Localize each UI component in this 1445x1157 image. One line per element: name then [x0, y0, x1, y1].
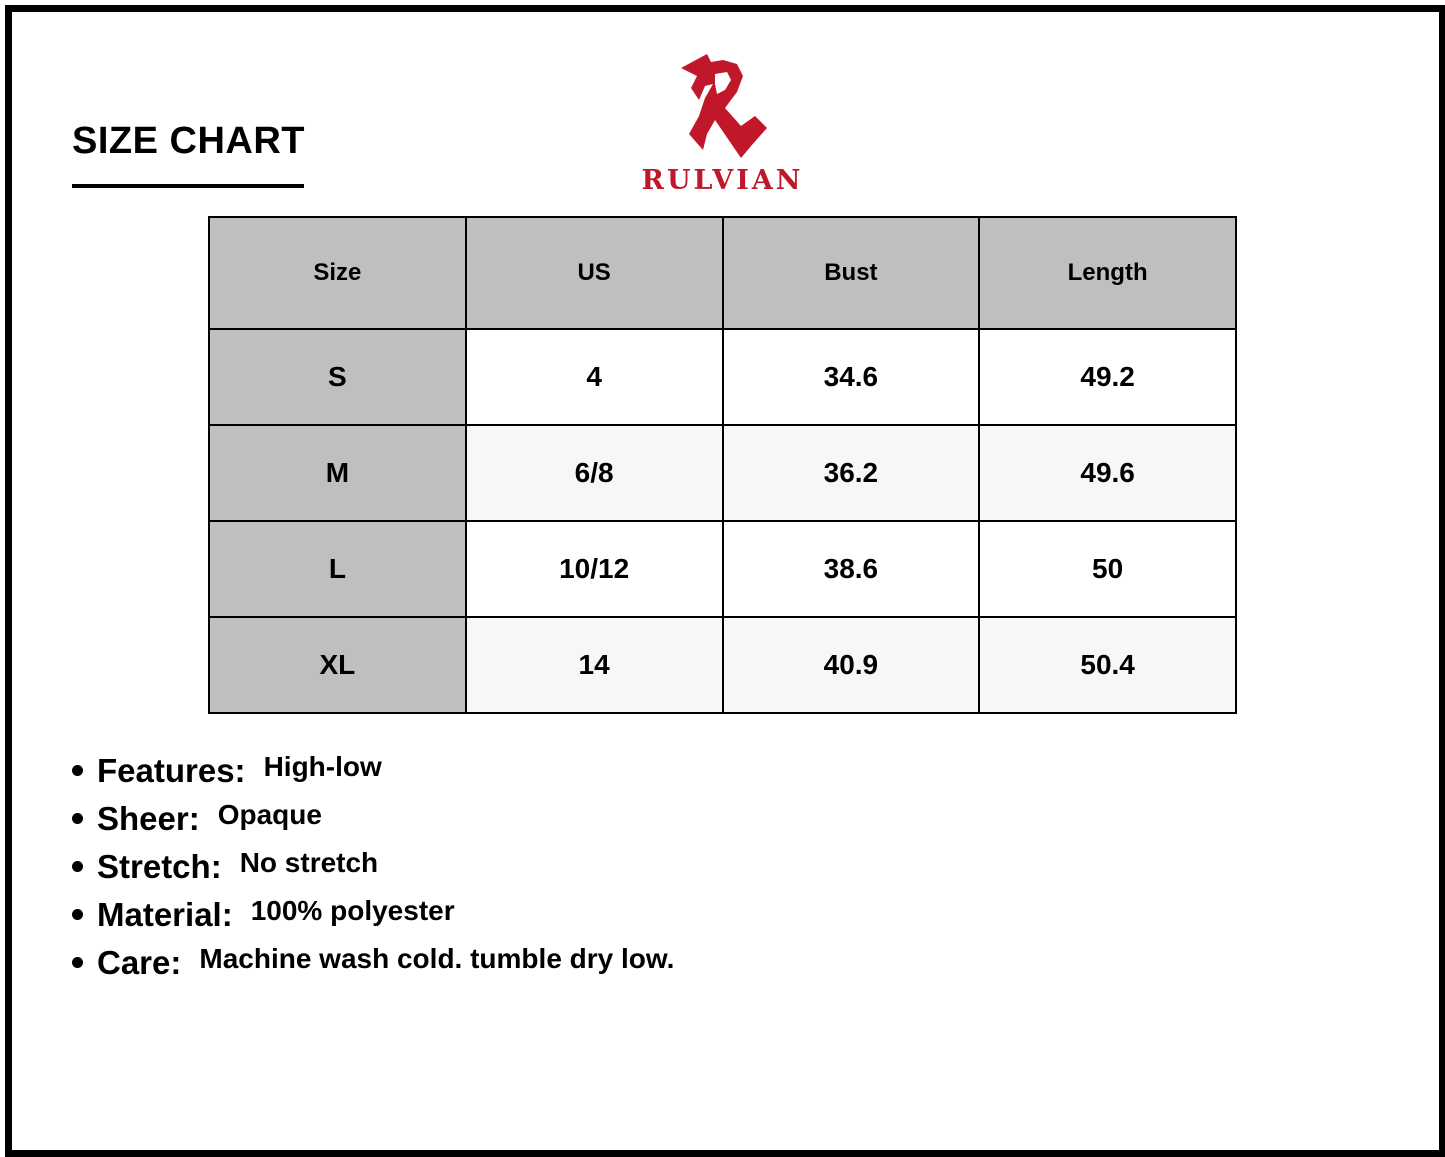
feature-list: [72, 752, 674, 992]
bullet-icon: [72, 909, 83, 920]
table-row: [209, 617, 1236, 713]
feature-label: Care:: [97, 944, 182, 981]
table-row: [209, 329, 1236, 425]
table-row: [209, 521, 1236, 617]
list-item: [72, 752, 674, 800]
us-cell: 10/12: [466, 521, 723, 617]
bullet-icon: [72, 957, 83, 968]
title-underline: [72, 184, 304, 188]
bullet-icon: [72, 813, 83, 824]
header-size: Size: [209, 217, 466, 329]
r-monogram-icon: [675, 50, 775, 162]
size-cell: S: [209, 329, 466, 425]
us-cell: 4: [466, 329, 723, 425]
table-header-row: [209, 217, 1236, 329]
feature-label: Sheer:: [97, 800, 200, 837]
length-cell: 49.6: [979, 425, 1236, 521]
bust-cell: 38.6: [723, 521, 980, 617]
bust-cell: 40.9: [723, 617, 980, 713]
list-item: [72, 944, 674, 992]
us-cell: 14: [466, 617, 723, 713]
feature-value: 100% polyester: [250, 895, 455, 926]
bullet-icon: [72, 861, 83, 872]
brand-name: RULVIAN: [641, 165, 804, 196]
table-row: [209, 425, 1236, 521]
feature-value: High-low: [263, 751, 382, 782]
header-bust: Bust: [723, 217, 980, 329]
bust-cell: 34.6: [723, 329, 980, 425]
size-cell: XL: [209, 617, 466, 713]
header-length: Length: [979, 217, 1236, 329]
feature-value: Machine wash cold. tumble dry low.: [199, 943, 675, 974]
size-cell: M: [209, 425, 466, 521]
header-us: US: [466, 217, 723, 329]
brand-logo: [610, 50, 835, 200]
bullet-icon: [72, 765, 83, 776]
us-cell: 6/8: [466, 425, 723, 521]
list-item: [72, 896, 674, 944]
bust-cell: 36.2: [723, 425, 980, 521]
size-table: [208, 216, 1237, 714]
feature-label: Material:: [97, 896, 233, 933]
list-item: [72, 848, 674, 896]
length-cell: 50: [979, 521, 1236, 617]
size-cell: L: [209, 521, 466, 617]
feature-value: Opaque: [217, 799, 322, 830]
feature-value: No stretch: [239, 847, 379, 878]
length-cell: 50.4: [979, 617, 1236, 713]
feature-label: Stretch:: [97, 848, 222, 885]
feature-label: Features:: [97, 752, 246, 789]
page-title: SIZE CHART: [72, 120, 305, 162]
list-item: [72, 800, 674, 848]
length-cell: 49.2: [979, 329, 1236, 425]
